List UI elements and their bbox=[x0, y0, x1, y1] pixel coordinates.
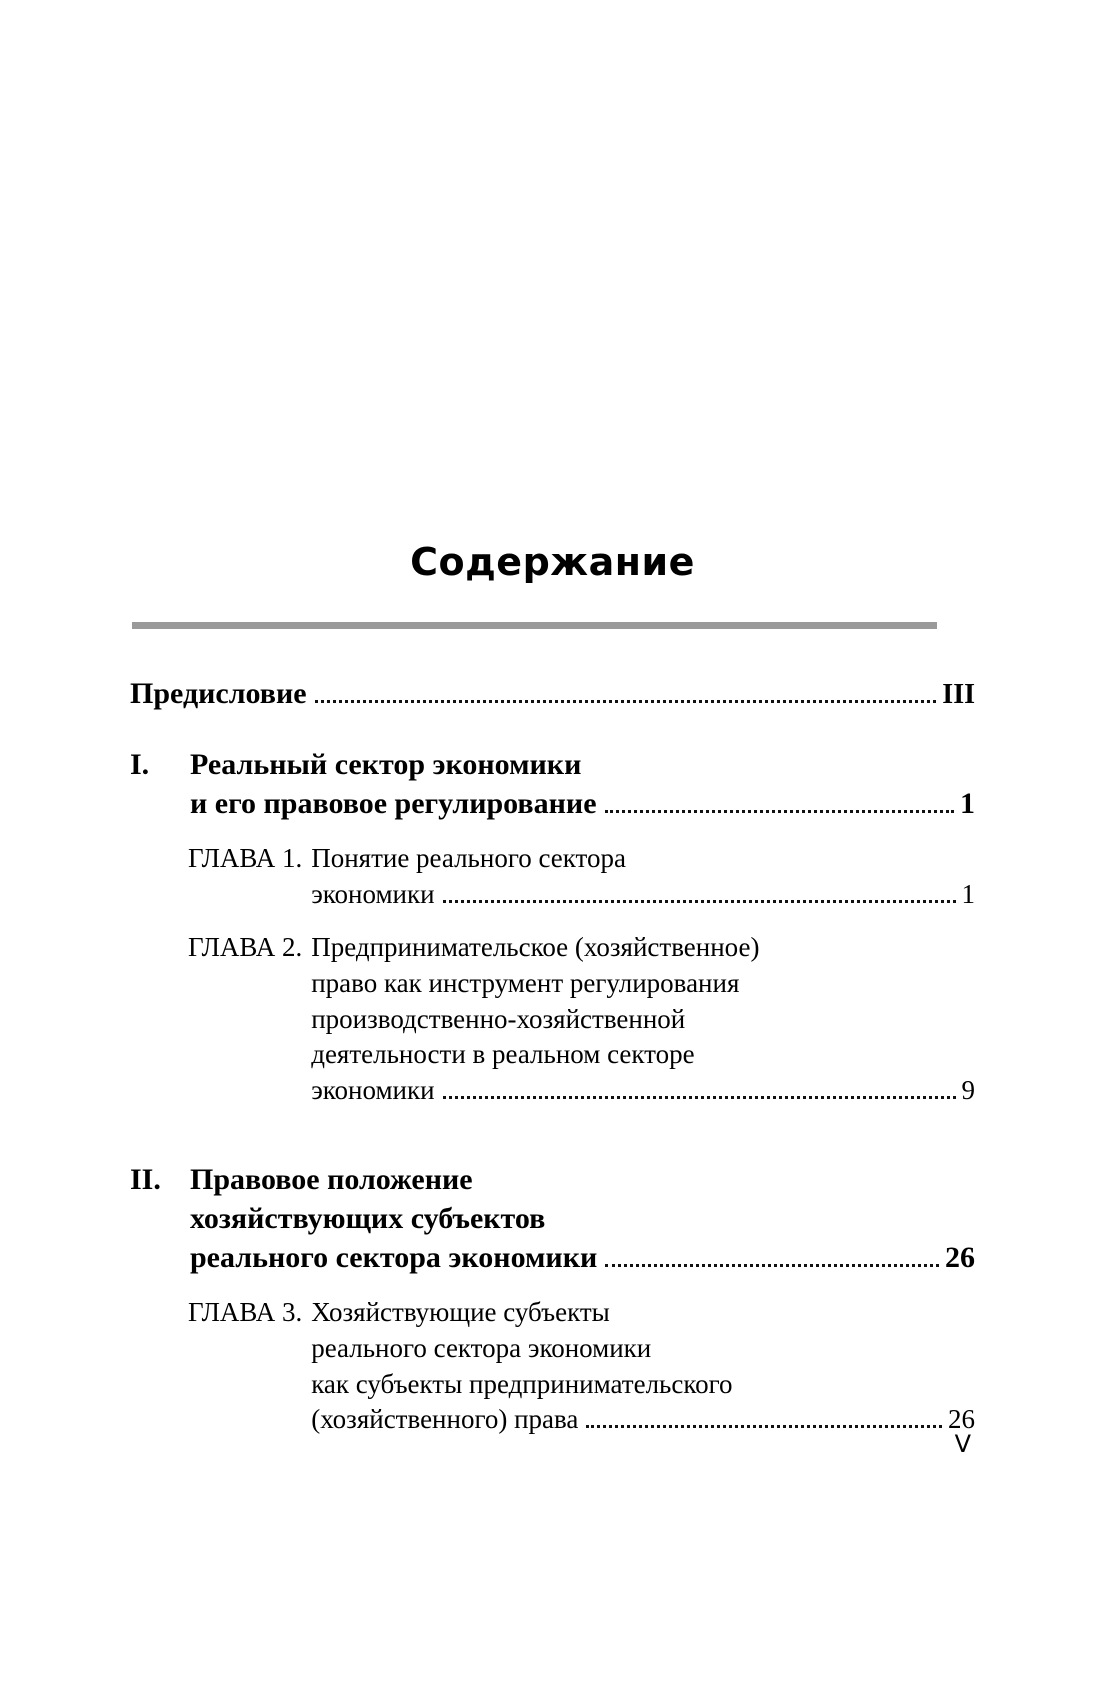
toc-part-title-line: реального сектора экономики bbox=[190, 1241, 598, 1275]
toc-part-title bbox=[190, 1160, 975, 1277]
toc-entry-preface[interactable] bbox=[130, 677, 975, 711]
toc-chapter-page: 26 bbox=[948, 1404, 975, 1435]
toc-part-title-line: Правовое положение bbox=[190, 1163, 473, 1197]
dot-leader bbox=[443, 1095, 956, 1099]
toc-chapter-title-line: Хозяйствующие субъекты bbox=[311, 1297, 610, 1328]
dot-leader bbox=[605, 809, 954, 813]
toc-chapter-1[interactable] bbox=[188, 841, 975, 912]
dot-leader bbox=[605, 1263, 939, 1267]
page-title: Содержание bbox=[410, 540, 695, 584]
toc-part-1[interactable] bbox=[130, 745, 975, 823]
toc-part-title bbox=[190, 745, 975, 823]
dot-leader bbox=[586, 1424, 942, 1428]
toc-chapter-title bbox=[311, 1295, 975, 1438]
toc-part-page: 26 bbox=[945, 1241, 975, 1275]
toc-entry-page: III bbox=[942, 679, 975, 710]
table-of-contents bbox=[130, 540, 975, 1438]
toc-chapter-2[interactable] bbox=[188, 930, 975, 1108]
toc-chapter-label: ГЛАВА 1. bbox=[188, 843, 303, 873]
toc-chapter-title-line: право как инструмент регулирования bbox=[311, 967, 740, 998]
toc-part-title-line: и его правовое регулирование bbox=[190, 787, 597, 820]
toc-chapter-title-line: Предпринимательское (хозяйственное) bbox=[311, 932, 760, 963]
toc-chapter-label: ГЛАВА 2. bbox=[188, 932, 303, 963]
toc-part-numeral: I. bbox=[130, 748, 150, 781]
title-divider bbox=[132, 622, 937, 629]
toc-part-2[interactable] bbox=[130, 1160, 975, 1277]
toc-chapter-3[interactable] bbox=[188, 1295, 975, 1438]
toc-chapter-title-line: как субъекты предпринимательского bbox=[311, 1368, 733, 1399]
toc-entry-label: Предисловие bbox=[130, 677, 307, 710]
toc-part-page: 1 bbox=[960, 787, 975, 820]
toc-chapter-page: 1 bbox=[961, 878, 975, 909]
toc-chapter-title-line: экономики bbox=[311, 878, 435, 909]
toc-chapter-title-line: реального сектора экономики bbox=[311, 1333, 652, 1363]
toc-chapter-title-line: (хозяйственного) права bbox=[311, 1404, 579, 1435]
toc-part-numeral: II. bbox=[130, 1163, 161, 1197]
toc-part-title-line: Реальный сектор экономики bbox=[190, 748, 582, 781]
toc-chapter-title-line: деятельности в реальном секторе bbox=[311, 1039, 695, 1070]
toc-chapter-page: 9 bbox=[961, 1074, 975, 1105]
toc-chapter-title-line: производственно-хозяйственной bbox=[311, 1003, 686, 1034]
toc-chapter-title bbox=[311, 841, 975, 912]
toc-part-title-line: хозяйствующих субъектов bbox=[190, 1202, 546, 1236]
dot-leader bbox=[443, 899, 956, 903]
dot-leader bbox=[315, 699, 937, 703]
toc-chapter-label: ГЛАВА 3. bbox=[188, 1297, 303, 1328]
folio-number: V bbox=[954, 1430, 971, 1458]
toc-chapter-title-line: экономики bbox=[311, 1074, 435, 1105]
toc-chapter-title bbox=[311, 930, 975, 1108]
toc-chapter-title-line: Понятие реального сектора bbox=[311, 843, 626, 873]
